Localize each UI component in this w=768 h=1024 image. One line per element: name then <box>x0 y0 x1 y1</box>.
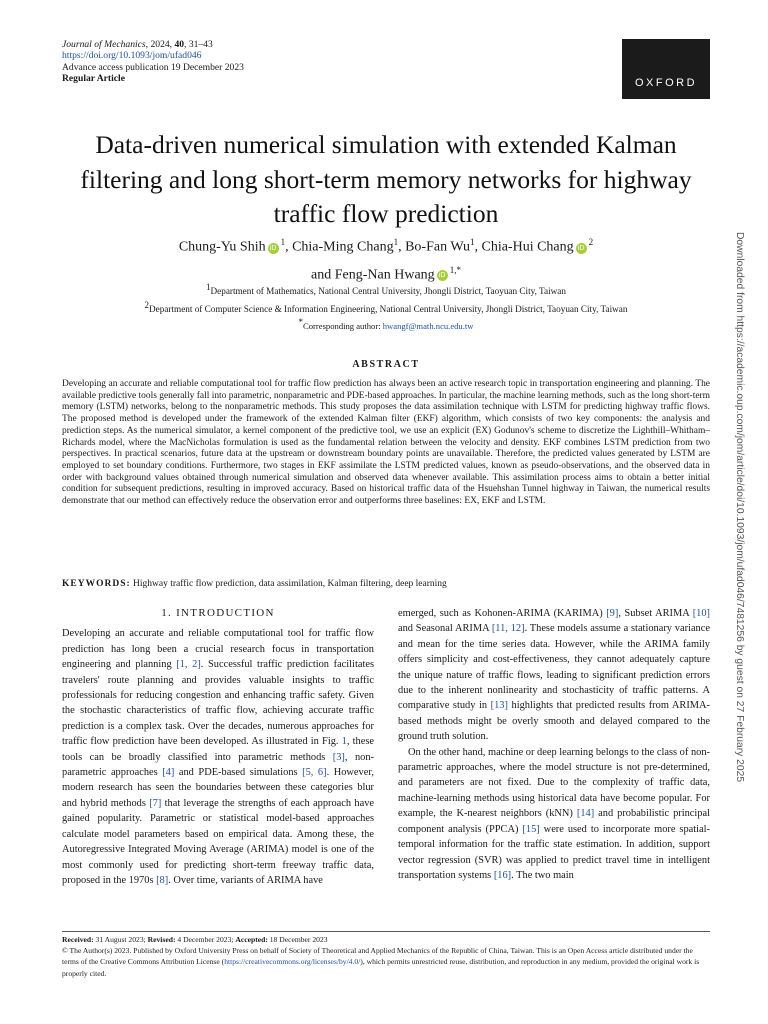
affiliation-2 <box>62 299 710 317</box>
paragraph-text: and PDE-based simulations <box>174 767 303 779</box>
copyright-text: ), which permits unrestricted reuse, distribution, and reproduction in any medium, provided the original work is properly cited. <box>62 957 700 978</box>
received-date: 31 August 2023; <box>93 935 148 944</box>
paragraph-text: Developing an accurate and reliable computational tool for traffic flow prediction has long been a crucial research focus in transportation engineering and planning <box>62 628 374 671</box>
orcid-icon[interactable]: iD <box>437 270 448 281</box>
publisher-logo-text: OXFORD <box>634 77 698 89</box>
author-name: Feng-Nan Hwang <box>334 267 435 283</box>
journal-header <box>62 39 244 85</box>
abstract-heading: ABSTRACT <box>352 359 420 370</box>
keywords <box>62 579 710 589</box>
accepted-label: Accepted: <box>235 935 268 944</box>
corresponding-marker: * <box>298 317 304 327</box>
citation-link[interactable]: [9] <box>606 608 619 619</box>
section-heading: 1. INTRODUCTION <box>161 607 275 619</box>
body-column-left <box>62 606 374 888</box>
citation-link[interactable]: [16] <box>493 869 512 881</box>
affiliation-text: Department of Mathematics, National Central University, Jhongli District, Taoyuan City, Taiwan <box>210 286 566 297</box>
citation-link[interactable]: [8] <box>156 874 169 886</box>
article-footer <box>62 934 710 979</box>
author-name: Chia-Ming Chang <box>292 239 394 255</box>
citation-link[interactable]: [3] <box>332 751 345 763</box>
author-name: Chung-Yu Shih <box>178 239 266 255</box>
orcid-icon[interactable]: iD <box>576 243 587 254</box>
paragraph-text: , these tools can be broadly classified into parametric methods <box>62 736 374 763</box>
citation-link[interactable]: [5, 6] <box>302 767 327 779</box>
citation-link[interactable]: [11, 12] <box>491 623 525 635</box>
citation-pages: , 31–43 <box>184 39 213 50</box>
abstract-text: Developing an accurate and reliable computational tool for traffic flow prediction has always been an active research topic in transportation engineering and planning. The available predictive tools generally fall into parametric, nonparametric and PDE-based approaches. In particular, the machine learning methods, such as the long short-term memory (LSTM) networks, belong to the nonparametric methods. This study proposes the data assimilation technique with LSTM for predicting highway traffic flows. The proposed method is developed under the framework of the extended Kalman filter (EKF) algorithm, which consists of two key components: the analysis and prediction steps. As the numerical simulator, a kernel component of the predictive tool, we use an explicit (EX) Godunov's scheme to discretize the Lighthill–Whitham–Richards model, where the MacNicholas formulation is used as the fundamental relation between the velocity and density. EKF combines LSTM prediction from two perspectives. In practical scenarios, future data at the upstream or downstream boundary points are unavailable. Therefore, the predicted values generated by LSTM are employed to set boundary conditions. Furthermore, two stages in EKF assimilate the LSTM predicted values, known as pseudo-observations, and the observed data in order with background values obtained through numerical simulation and observed data whenever available. This assimilation process aims to obtain a better initial condition for subsequent predictions, resulting in improved accuracy. Based on historical traffic data of the Hsuehshan Tunnel highway in Taiwan, the numerical results demonstrate that our method can effectively reduce the observation error and outperforms three baselines: EX, EKF and LSTM. <box>62 379 710 507</box>
citation-link[interactable]: [14] <box>576 808 595 820</box>
affiliation-1 <box>62 281 710 299</box>
history-dates <box>62 934 710 945</box>
affiliation-marker: 2 <box>144 299 150 310</box>
paragraph-text: highlights that predicted results from ARIMA-based methods might be overly smooth and delayed compared to the ground truth solution. <box>398 700 710 743</box>
author-list: Chung-Yu Shih $iD^1$, Chia-Ming Chang$^1$, Bo-Fan Wu$^1$, Chia-Hui Chang $iD^2$ and Feng-Nan Hwang $iD^{1,*}$ <box>178 237 594 283</box>
received-label: Received: <box>62 935 94 944</box>
affiliation-marker: 1 <box>206 282 211 292</box>
advance-access-date: Advance access publication 19 December 2023 <box>62 61 244 73</box>
citation-link[interactable]: [15] <box>522 823 540 835</box>
citation-link[interactable]: [1, 2] <box>176 659 201 671</box>
paragraph-text: were used to incorporate more spatial-temporal information for the traffic state estimation. In addition, support vector regression (SVR) was applied to predict travel time in intelligent transportation systems <box>398 823 710 881</box>
volume-number: 40 <box>174 39 185 50</box>
keywords-label: KEYWORDS: <box>62 579 131 589</box>
revised-date: 4 December 2023; <box>175 935 236 944</box>
revised-label: Revised: <box>147 935 176 944</box>
author-affiliation-marker: 1 <box>280 237 286 247</box>
paragraph-text: , non-parametric approaches <box>62 751 374 779</box>
paragraph <box>62 626 374 888</box>
license-link[interactable]: https://creativecommons.org/licenses/by/4.0/ <box>224 957 361 967</box>
paragraph-text: . These models assume a stationary variance and mean for the time series data. However, while the ARIMA family offers simplicity and cost-effectiveness, they cannot adequately capture the unique nature of traffic flows, leading to significant prediction errors due to the inherent nonlinearity and stochasticity of traffic patterns. A comparative study in <box>398 623 710 712</box>
article-type: Regular Article <box>62 73 125 85</box>
paragraph <box>398 745 710 884</box>
affiliation-text: Department of Computer Science & Information Engineering, National Central University, Jhongli District, Taoyuan City, Taiwan <box>149 303 628 314</box>
paragraph-text: . However, modern research has seen the boundaries between these categories blur and hybrid methods <box>62 767 374 809</box>
accepted-date: 18 December 2023 <box>267 935 328 944</box>
paragraph-text: and Seasonal ARIMA <box>398 623 492 635</box>
download-watermark: Downloaded from https://academic.oup.com/jom/article/doi/10.1093/jom/ufad046/7481256 by guest on 27 February 2025 <box>734 232 745 783</box>
citation-link[interactable]: [10] <box>692 608 711 619</box>
affiliations <box>62 281 710 316</box>
keywords-text: Highway traffic flow prediction, data assimilation, Kalman filtering, deep learning <box>130 579 447 589</box>
paragraph <box>398 606 710 745</box>
author-affiliation-marker: 2 <box>588 237 594 247</box>
publisher-logo <box>622 39 710 99</box>
copyright-text: © The Author(s) 2023. Published by Oxford University Press on behalf of Society of Theoretical and Applied Mechanics of the Republic of China, Taiwan. This is an Open Access article distributed under the terms of the Creative Commons Attribution License ( <box>62 946 693 967</box>
paragraph-text: , Subset ARIMA <box>618 608 693 619</box>
corresponding-author <box>62 317 710 331</box>
paragraph-text: . Successful traffic prediction facilitates travelers' route planning and provides valuable insights to traffic professionals for reducing congestion and enhancing traffic safety. Given the stochastic characteristics of traffic flow, achieving accurate traffic prediction is a complex task. Over the decades, numerous approaches for traffic flow prediction have been developed. As illustrated in Fig. <box>62 659 374 748</box>
paragraph-text: emerged, such as Kohonen-ARIMA (KARIMA) <box>398 608 607 619</box>
paragraph-text: . Over time, variants of ARIMA have <box>168 874 323 886</box>
author-connector: and <box>311 267 332 283</box>
copyright-notice <box>62 945 710 979</box>
paragraph-text: . The two main <box>511 869 574 881</box>
citation-link[interactable]: [7] <box>149 797 162 809</box>
body-column-right <box>398 606 710 883</box>
article-title: Data-driven numerical simulation with extended Kalman filtering and long short-term memory networks for highway traffic flow prediction <box>80 130 692 228</box>
footer-divider <box>62 931 710 932</box>
citation-line <box>62 39 244 50</box>
author-name: Chia-Hui Chang <box>481 239 574 255</box>
author-affiliation-marker: 1 <box>393 237 399 247</box>
corresponding-label: Corresponding author: <box>303 320 383 331</box>
corresponding-email-link[interactable]: hwangf@math.ncu.edu.tw <box>382 320 474 331</box>
citation-link[interactable]: 1 <box>341 736 347 748</box>
author-affiliation-marker: 1 <box>469 237 475 247</box>
author-affiliation-marker: 1,* <box>449 264 461 275</box>
author-name: Bo-Fan Wu <box>405 239 470 255</box>
citation-link[interactable]: [13] <box>490 700 508 712</box>
citation-year: , 2024, <box>145 39 175 50</box>
paragraph-text: that leverage the strengths of each approach have gained popularity. Parametric or statistical model-based approaches calculate model parameters based on empirical data. Among these, the Autoregressive Integrated Moving Average (ARIMA) model is one of the most commonly used for predicting short-term freeway traffic data, proposed in the 1970s <box>62 797 375 886</box>
journal-name: Journal of Mechanics <box>62 39 146 50</box>
orcid-icon[interactable]: iD <box>268 243 279 254</box>
citation-link[interactable]: [4] <box>162 767 175 779</box>
paragraph-text: and probabilistic principal component analysis (PPCA) <box>398 808 710 835</box>
paragraph-text: On the other hand, machine or deep learning belongs to the class of non-parametric approaches, where the model structure is not pre-determined, and parameters are not fixed. Due to the complexity of traffic data, machine-learning methods using historical data have become popular. For example, the K-nearest neighbors (kNN) <box>398 746 710 820</box>
doi-link[interactable]: https://doi.org/10.1093/jom/ufad046 <box>62 50 202 62</box>
